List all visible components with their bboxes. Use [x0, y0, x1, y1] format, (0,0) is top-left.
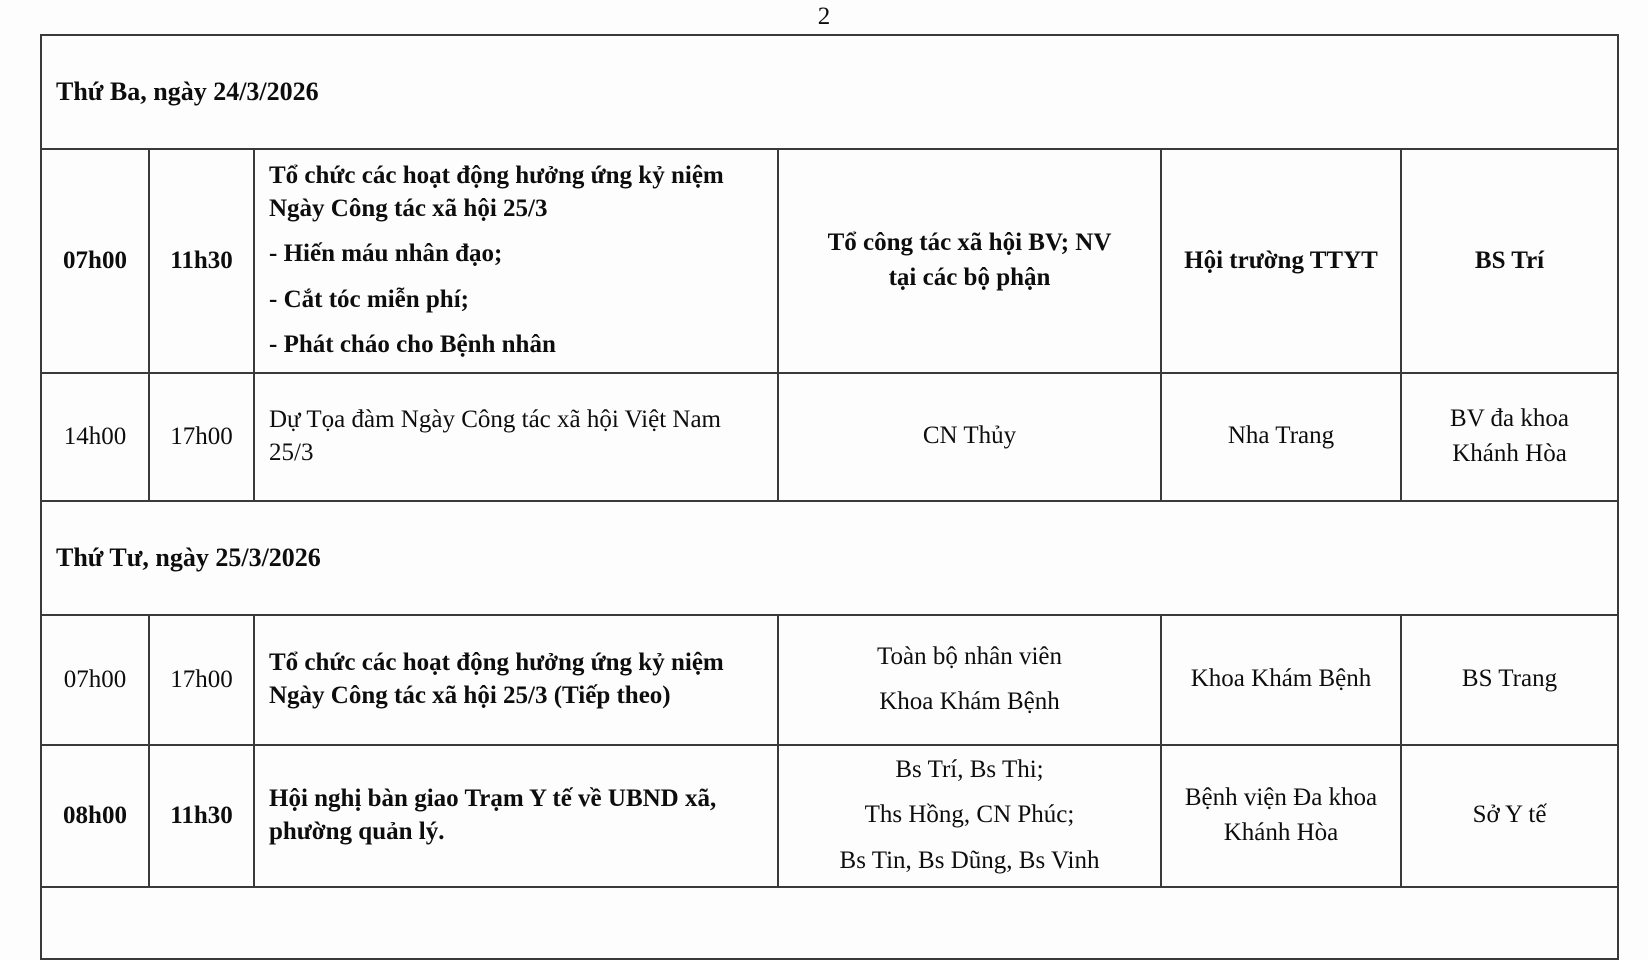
end-time-cell: 11h30	[149, 149, 254, 373]
cell-line: tại các bộ phận	[888, 263, 1051, 291]
cell-line: Tổ công tác xã hội BV; NV	[827, 229, 1112, 257]
cell-line: Bệnh viện Đa khoa	[1184, 784, 1378, 811]
schedule-table	[40, 34, 1619, 960]
event-detail: - Phát cháo cho Bệnh nhân	[269, 331, 556, 358]
participants-cell	[778, 373, 1161, 501]
table-row	[41, 149, 1618, 373]
start-time-cell: 07h00	[41, 615, 149, 745]
day-header-row	[41, 35, 1618, 149]
cell-line: Bs Tin, Bs Dũng, Bs Vinh	[839, 846, 1100, 874]
start-time-cell: 07h00	[41, 149, 149, 373]
day-header-row	[41, 501, 1618, 615]
event-detail: Dự Tọa đàm Ngày Công tác xã hội Việt Nam 25/3	[269, 406, 722, 466]
empty-cell	[41, 887, 1618, 959]
end-time-cell: 11h30	[149, 745, 254, 887]
cell-line: Bs Trí, Bs Thi;	[895, 755, 1044, 783]
location-cell	[1161, 149, 1401, 373]
participants-cell	[778, 615, 1161, 745]
cell-line: CN Thủy	[922, 422, 1017, 450]
event-detail: - Hiến máu nhân đạo;	[269, 240, 503, 267]
location-cell	[1161, 745, 1401, 887]
cell-line: Nha Trang	[1227, 422, 1335, 450]
lead-cell	[1401, 615, 1618, 745]
cell-line: Khoa Khám Bệnh	[1190, 665, 1372, 693]
cell-line: BS Trí	[1474, 246, 1545, 274]
lead-cell	[1401, 373, 1618, 501]
event-content-cell	[254, 373, 778, 501]
cell-line: Hội trường TTYT	[1184, 246, 1378, 274]
event-detail: Hội nghị bàn giao Trạm Y tế về UBND xã, phường quản lý.	[269, 785, 717, 845]
day-title: Thứ Tư, ngày 25/3/2026	[41, 501, 1618, 615]
participants-cell	[778, 149, 1161, 373]
cell-line: Khánh Hòa	[1452, 439, 1567, 467]
cell-line: BV đa khoa	[1450, 405, 1569, 432]
end-time-cell: 17h00	[149, 373, 254, 501]
day-header-row-partial	[41, 887, 1618, 959]
event-content-cell	[254, 149, 778, 373]
lead-cell	[1401, 149, 1618, 373]
start-time-cell: 14h00	[41, 373, 149, 501]
location-cell	[1161, 373, 1401, 501]
table-row	[41, 615, 1618, 745]
cell-line: Ths Hồng, CN Phúc;	[864, 801, 1075, 829]
cell-line: BS Trang	[1461, 665, 1558, 693]
cell-line: Sở Y tế	[1472, 801, 1547, 829]
cell-line: Khoa Khám Bệnh	[879, 688, 1060, 715]
page-number: 2	[817, 3, 831, 30]
cell-line: Khánh Hòa	[1223, 818, 1339, 846]
table-row	[41, 745, 1618, 887]
end-time-cell: 17h00	[149, 615, 254, 745]
event-detail: Tổ chức các hoạt động hưởng ứng kỷ niệm Ngày Công tác xã hội 25/3	[269, 162, 724, 222]
lead-cell	[1401, 745, 1618, 887]
cell-line: Toàn bộ nhân viên	[876, 642, 1062, 670]
participants-cell	[778, 745, 1161, 887]
location-cell	[1161, 615, 1401, 745]
event-detail: Tổ chức các hoạt động hưởng ứng kỷ niệm Ngày Công tác xã hội 25/3 (Tiếp theo)	[269, 649, 724, 709]
event-content-cell	[254, 745, 778, 887]
event-detail: - Cắt tóc miễn phí;	[269, 285, 469, 313]
table-row	[41, 373, 1618, 501]
event-content-cell	[254, 615, 778, 745]
day-title: Thứ Ba, ngày 24/3/2026	[41, 35, 1618, 149]
start-time-cell: 08h00	[41, 745, 149, 887]
